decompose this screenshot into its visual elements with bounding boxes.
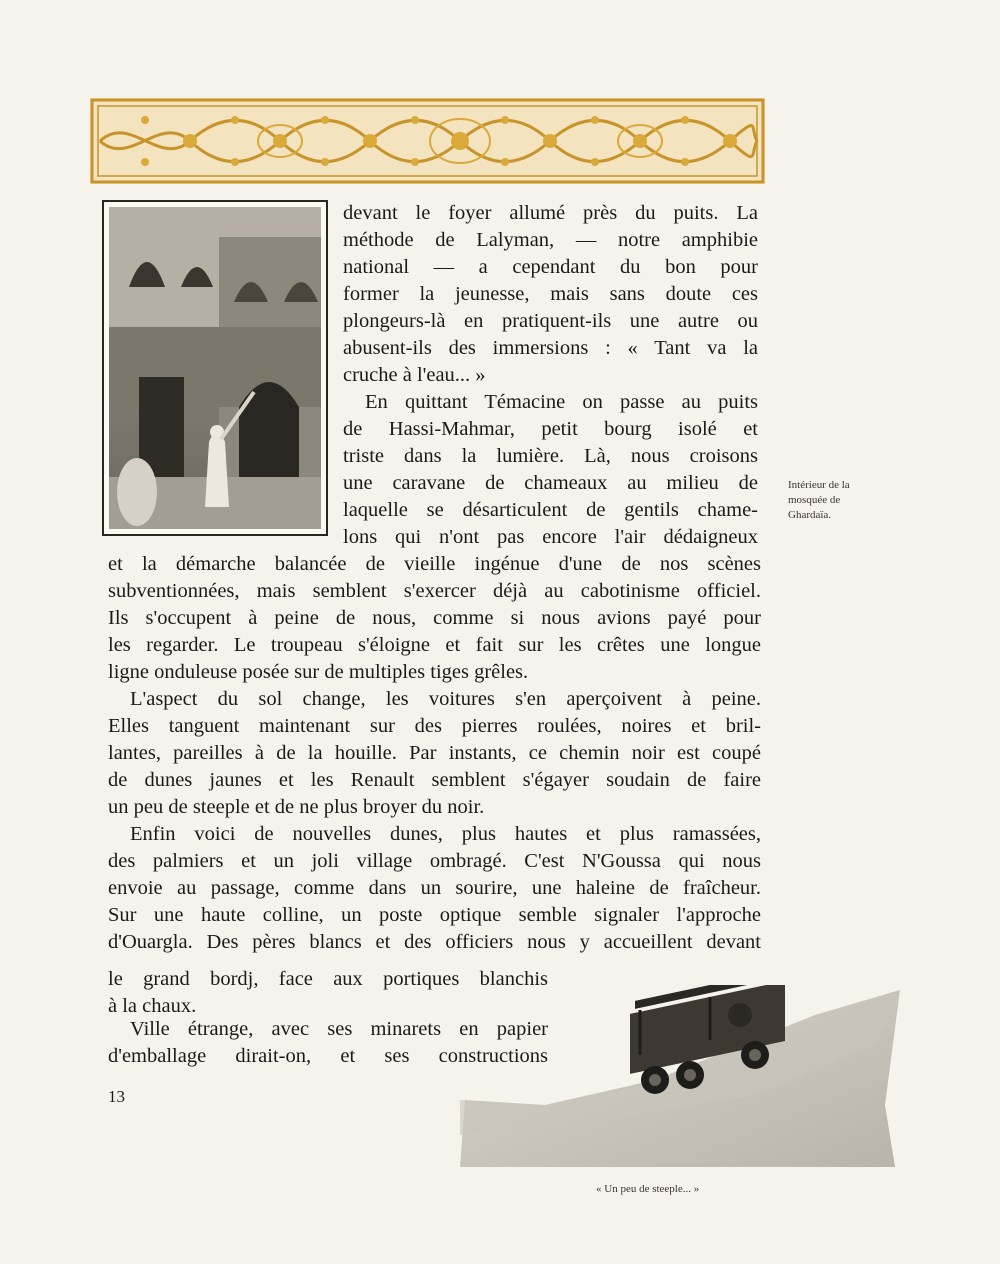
text-line: et la démarche balancée de vieille ingénue d'une de nos scènes — [108, 553, 761, 575]
text-line: plongeurs-là en pratiquent-ils une autre ou — [343, 310, 758, 332]
courtyard-photo — [102, 200, 328, 536]
text-line: envoie au passage, comme dans un sourire, une haleine de fraîcheur. — [108, 877, 761, 899]
text-line: abusent-ils des immersions : « Tant va la — [343, 337, 758, 359]
page-number: 13 — [108, 1087, 125, 1106]
mosque-interior-image-icon — [109, 207, 321, 529]
top-column-text — [343, 200, 758, 551]
text-line: d'emballage dirait-on, et ses constructions — [108, 1045, 548, 1067]
caption-line: Ghardaïa. — [788, 509, 832, 521]
text-line: Ville étrange, avec ses minarets en papier — [130, 1018, 548, 1040]
dune-photo — [455, 985, 915, 1170]
dune-photo-caption: « Un peu de steeple... » — [596, 1183, 700, 1195]
text-line: cruche à l'eau... » — [343, 364, 486, 386]
ornamental-banner — [90, 98, 765, 184]
caption-line: mosquée de — [788, 494, 841, 506]
text-line: lantes, pareilles à de la houille. Par instants, ce chemin noir est coupé — [108, 742, 761, 764]
text-line: de dunes jaunes et les Renault semblent s'égayer soudain de faire — [108, 769, 761, 791]
text-line: devant le foyer allumé près du puits. La — [343, 202, 758, 224]
text-line: ligne onduleuse posée sur de multiples tiges grêles. — [108, 661, 529, 683]
main-body-text — [108, 551, 761, 956]
text-line: Ils s'occupent à peine de nous, comme si nous avions payé pour — [108, 607, 761, 629]
text-line: Enfin voici de nouvelles dunes, plus hautes et plus ramassées, — [130, 823, 761, 845]
text-line: à la chaux. — [108, 995, 197, 1017]
text-line: L'aspect du sol change, les voitures s'en aperçoivent à peine. — [130, 688, 761, 710]
text-line: Sur une haute colline, un poste optique semble signaler l'approche — [108, 904, 761, 926]
text-line: former la jeunesse, mais sans doute ces — [343, 283, 758, 305]
text-line: les regarder. Le troupeau s'éloigne et fait sur les crêtes une longue — [108, 634, 761, 656]
text-line: subventionnées, mais semblent s'exercer déjà au cabotinisme officiel. — [108, 580, 761, 602]
text-line: méthode de Lalyman, — notre amphibie — [343, 229, 758, 251]
text-line: En quittant Témacine on passe au puits — [365, 391, 758, 413]
caption-line: Intérieur de la — [788, 479, 850, 491]
text-line: national — a cependant du bon pour — [343, 256, 758, 278]
arabesque-frieze-icon — [90, 98, 765, 184]
text-line: des palmiers et un joli village ombragé. C'est N'Goussa qui nous — [108, 850, 761, 872]
text-line: d'Ouargla. Des pères blancs et des officiers nous y accueillent devant — [108, 931, 761, 953]
text-line: laquelle se désarticulent de gentils chame- — [343, 499, 758, 521]
text-line: le grand bordj, face aux portiques blanchis — [108, 968, 548, 990]
text-line: lons qui n'ont pas encore l'air dédaigneux — [343, 526, 758, 548]
text-line: une caravane de chameaux au milieu de — [343, 472, 758, 494]
text-line: de Hassi-Mahmar, petit bourg isolé et — [343, 418, 758, 440]
car-on-dune-image-icon — [455, 985, 915, 1170]
text-line: un peu de steeple et de ne plus broyer du noir. — [108, 796, 485, 818]
photo-caption — [788, 478, 888, 523]
text-line: Elles tanguent maintenant sur des pierres roulées, noires et bril- — [108, 715, 761, 737]
text-line: triste dans la lumière. Là, nous croisons — [343, 445, 758, 467]
